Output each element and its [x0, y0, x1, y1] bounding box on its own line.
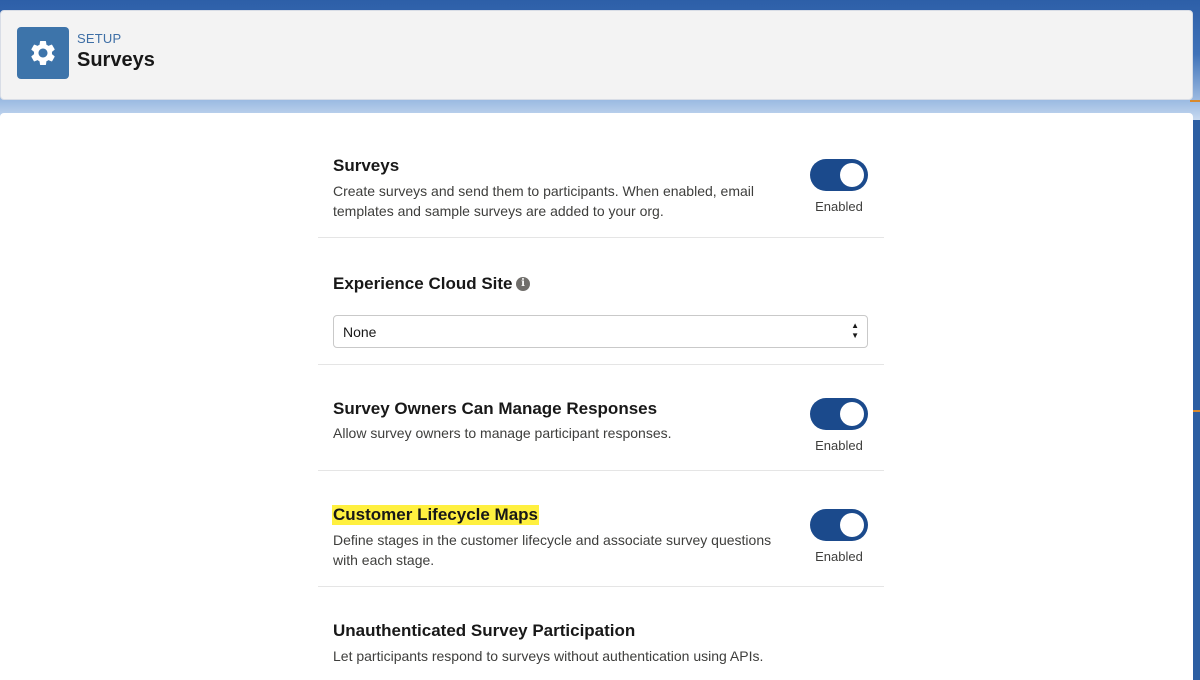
surveys-setting — [318, 143, 884, 238]
experience-cloud-title: Experience Cloud Site — [333, 274, 513, 293]
surveys-setting-description: Create surveys and send them to participants. When enabled, email templates and sample surveys are added to your org. — [333, 183, 755, 219]
owners-manage-toggle[interactable] — [810, 398, 868, 430]
surveys-toggle[interactable] — [810, 159, 868, 191]
lifecycle-maps-toggle[interactable] — [810, 509, 868, 541]
toggle-knob — [840, 402, 864, 426]
surveys-setting-title: Surveys — [333, 156, 400, 175]
lifecycle-maps-title: Customer Lifecycle Maps — [333, 505, 539, 524]
owners-manage-description: Allow survey owners to manage participant responses. — [333, 425, 672, 441]
unauthenticated-setting — [318, 587, 884, 680]
toggle-knob — [840, 163, 864, 187]
select-value: None — [343, 324, 377, 340]
owners-manage-toggle-status: Enabled — [815, 438, 863, 453]
gear-icon — [28, 38, 58, 68]
breadcrumb-setup: SETUP — [77, 31, 122, 46]
page-title: Surveys — [77, 49, 155, 71]
select-arrows-icon: ▲ ▼ — [851, 321, 859, 340]
lifecycle-maps-description: Define stages in the customer lifecycle and associate survey questions with each stage. — [333, 532, 772, 568]
setup-icon-tile — [17, 27, 69, 79]
surveys-toggle-status: Enabled — [815, 199, 863, 214]
page-header — [0, 10, 1193, 100]
edge-marker — [1190, 100, 1200, 102]
owners-manage-title: Survey Owners Can Manage Responses — [333, 399, 658, 418]
experience-cloud-site-select[interactable] — [333, 315, 868, 348]
owners-manage-setting — [318, 365, 884, 471]
toggle-knob — [840, 513, 864, 537]
unauthenticated-description: Let participants respond to surveys without authentication using APIs. — [333, 648, 764, 664]
info-icon[interactable]: i — [516, 277, 530, 291]
experience-cloud-setting — [318, 238, 884, 365]
lifecycle-maps-setting — [318, 471, 884, 587]
lifecycle-maps-toggle-status: Enabled — [815, 549, 863, 564]
surveys-toggle-group — [810, 159, 868, 214]
lifecycle-maps-toggle-group — [810, 509, 868, 564]
settings-panel — [0, 113, 1193, 680]
owners-manage-toggle-group — [810, 398, 868, 453]
unauthenticated-title: Unauthenticated Survey Participation — [333, 621, 636, 640]
